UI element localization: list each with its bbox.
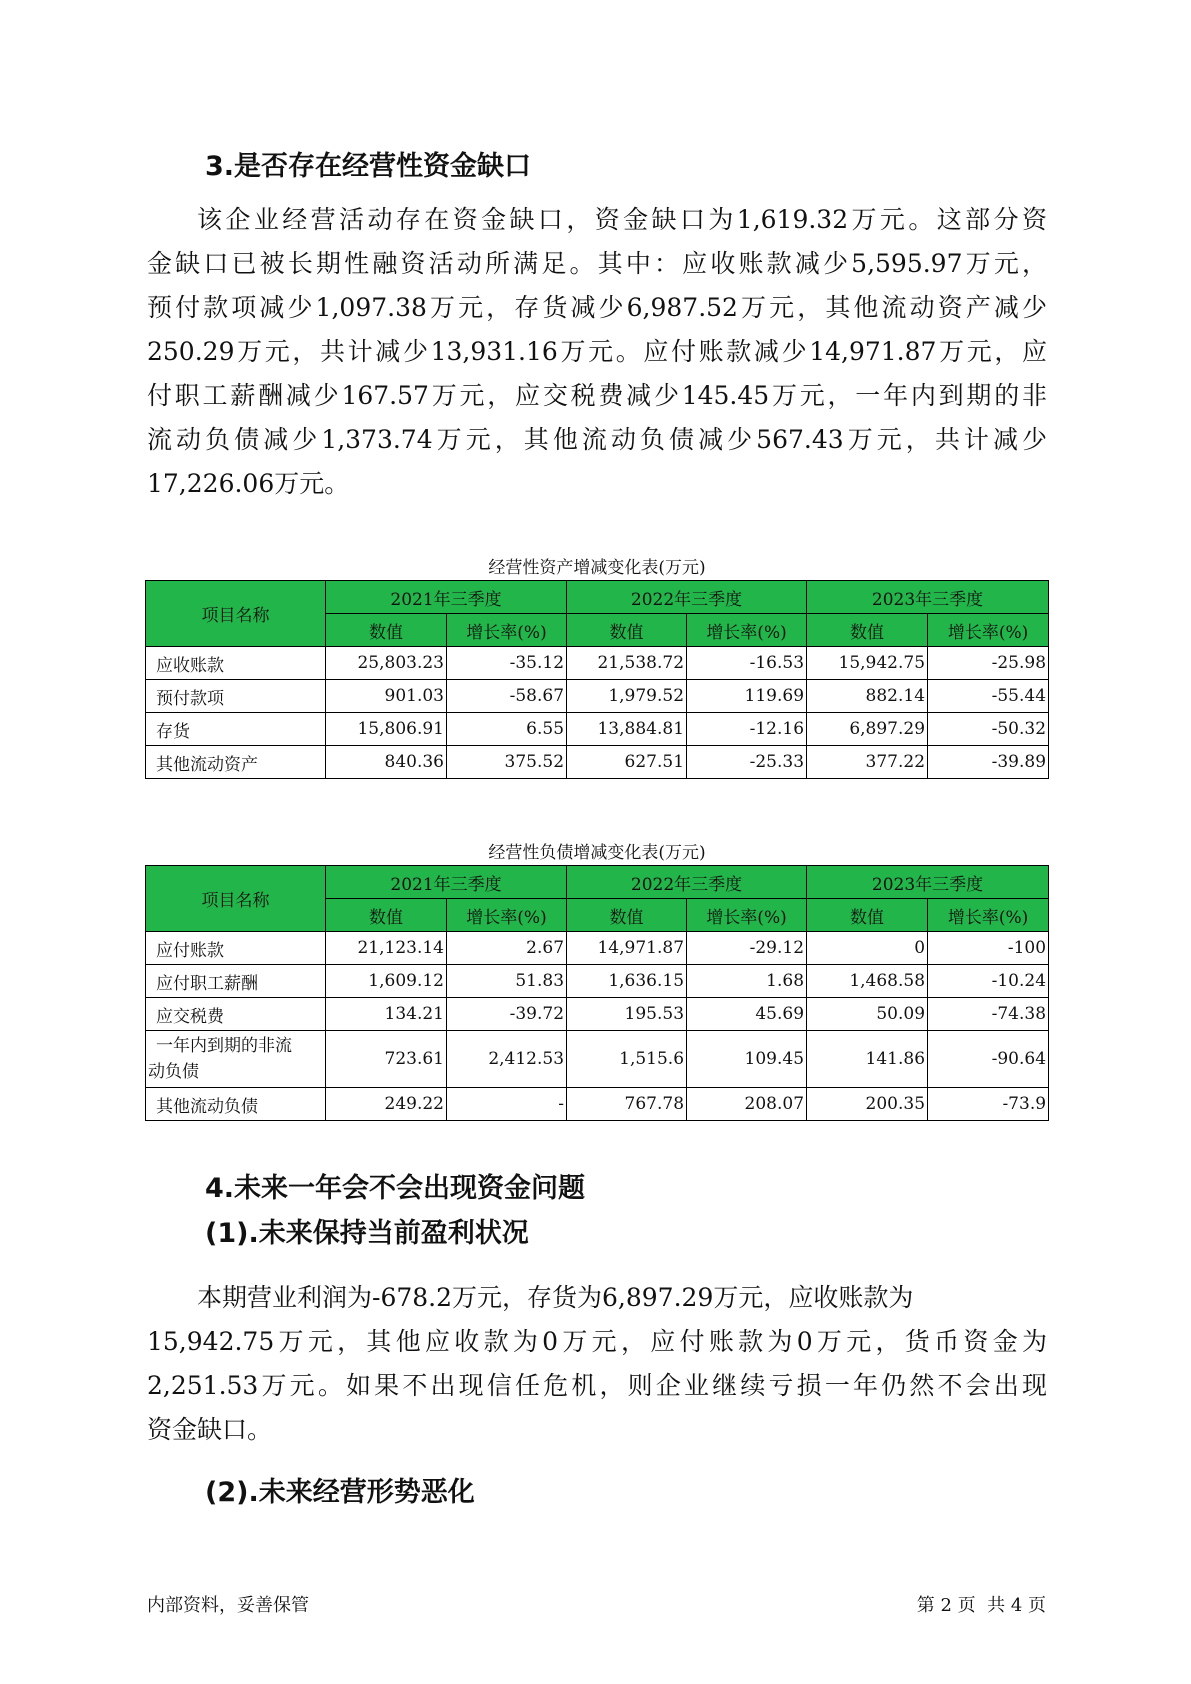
- paragraph-line: 2,251.53万元。如果不出现信任危机，则企业继续亏损一年仍然不会出现: [147, 1371, 1047, 1400]
- cell-growth: -25.98: [928, 647, 1049, 680]
- paragraph-line: 资金缺口。: [147, 1415, 273, 1444]
- paragraph-line: 预付款项减少1,097.38万元，存货减少6,987.52万元，其他流动资产减少: [147, 293, 1047, 322]
- cell-growth: -100: [928, 932, 1049, 965]
- cell-value: 6,897.29: [807, 713, 928, 746]
- cell-value: 134.21: [326, 998, 447, 1031]
- cell-growth: -90.64: [928, 1031, 1049, 1088]
- liability-change-table: [145, 865, 1049, 1121]
- cell-value: 840.36: [326, 746, 447, 779]
- cell-growth: 109.45: [687, 1031, 807, 1088]
- cell-value: 195.53: [567, 998, 687, 1031]
- cell-growth: 1.68: [687, 965, 807, 998]
- item-name-header: 项目名称: [146, 866, 326, 932]
- cell-value: 0: [807, 932, 928, 965]
- cell-value: 25,803.23: [326, 647, 447, 680]
- growth-header: 增长率(%): [447, 614, 567, 647]
- cell-value: 723.61: [326, 1031, 447, 1088]
- paragraph-line: 17,226.06万元。: [147, 469, 350, 498]
- table-row: [146, 1031, 1049, 1088]
- cell-growth: 45.69: [687, 998, 807, 1031]
- cell-value: 21,123.14: [326, 932, 447, 965]
- period-header: 2023年三季度: [807, 866, 1049, 899]
- paragraph-line: 金缺口已被长期性融资活动所满足。其中：应收账款减少5,595.97万元，: [147, 249, 1047, 278]
- subsection-2-heading: (2).未来经营形势恶化: [205, 1477, 475, 1508]
- cell-value: 141.86: [807, 1031, 928, 1088]
- cell-value: 767.78: [567, 1088, 687, 1121]
- row-name: 预付款项: [146, 680, 326, 713]
- cell-growth: -74.38: [928, 998, 1049, 1031]
- cell-growth: -55.44: [928, 680, 1049, 713]
- paragraph-line: 250.29万元，共计减少13,931.16万元。应付账款减少14,971.87万元，应: [147, 337, 1047, 366]
- footer-confidential: 内部资料，妥善保管: [147, 1595, 309, 1616]
- cell-growth: -58.67: [447, 680, 567, 713]
- table2-caption: 经营性负债增减变化表(万元): [488, 843, 706, 863]
- period-header: 2021年三季度: [326, 581, 567, 614]
- cell-growth: 51.83: [447, 965, 567, 998]
- period-header: 2022年三季度: [567, 866, 807, 899]
- cell-growth: 2.67: [447, 932, 567, 965]
- table-row: [146, 965, 1049, 998]
- paragraph-line: 该企业经营活动存在资金缺口，资金缺口为1,619.32万元。这部分资: [197, 205, 1047, 234]
- cell-growth: -39.72: [447, 998, 567, 1031]
- table-row: [146, 680, 1049, 713]
- cell-value: 1,609.12: [326, 965, 447, 998]
- period-header: 2023年三季度: [807, 581, 1049, 614]
- cell-value: 377.22: [807, 746, 928, 779]
- value-header: 数值: [326, 899, 447, 932]
- growth-header: 增长率(%): [928, 899, 1049, 932]
- cell-growth: -10.24: [928, 965, 1049, 998]
- row-name-line: 动负债: [148, 1062, 199, 1082]
- period-header: 2021年三季度: [326, 866, 567, 899]
- row-name: 应付职工薪酬: [146, 965, 326, 998]
- row-name: 应收账款: [146, 647, 326, 680]
- cell-growth: 119.69: [687, 680, 807, 713]
- value-header: 数值: [567, 899, 687, 932]
- cell-value: 15,942.75: [807, 647, 928, 680]
- item-name-header: 项目名称: [146, 581, 326, 647]
- period-header: 2022年三季度: [567, 581, 807, 614]
- row-name: 应交税费: [146, 998, 326, 1031]
- section-3-paragraph: [147, 198, 1047, 506]
- row-name: 其他流动资产: [146, 746, 326, 779]
- cell-growth: -16.53: [687, 647, 807, 680]
- cell-growth: -39.89: [928, 746, 1049, 779]
- value-header: 数值: [567, 614, 687, 647]
- cell-value: 200.35: [807, 1088, 928, 1121]
- table-row: [146, 932, 1049, 965]
- row-name: [146, 1031, 326, 1088]
- cell-value: 249.22: [326, 1088, 447, 1121]
- row-name: 存货: [146, 713, 326, 746]
- paragraph-line: 付职工薪酬减少167.57万元，应交税费减少145.45万元，一年内到期的非: [147, 381, 1047, 410]
- section-4-paragraph: [147, 1276, 1047, 1452]
- table-row: [146, 1088, 1049, 1121]
- cell-growth: -12.16: [687, 713, 807, 746]
- table1-caption: 经营性资产增减变化表(万元): [488, 558, 706, 578]
- cell-value: 627.51: [567, 746, 687, 779]
- cell-growth: -29.12: [687, 932, 807, 965]
- cell-growth: 2,412.53: [447, 1031, 567, 1088]
- paragraph-line: 15,942.75万元，其他应收款为0万元，应付账款为0万元，货币资金为: [147, 1327, 1047, 1356]
- subsection-1-heading: (1).未来保持当前盈利状况: [205, 1218, 529, 1249]
- section-3-heading: 3.是否存在经营性资金缺口: [205, 151, 532, 182]
- table-row: [146, 746, 1049, 779]
- value-header: 数值: [807, 899, 928, 932]
- row-name-line: 一年内到期的非流: [156, 1036, 292, 1056]
- cell-value: 13,884.81: [567, 713, 687, 746]
- cell-value: 1,636.15: [567, 965, 687, 998]
- value-header: 数值: [326, 614, 447, 647]
- cell-value: 21,538.72: [567, 647, 687, 680]
- row-name: 其他流动负债: [146, 1088, 326, 1121]
- paragraph-line: 流动负债减少1,373.74万元，其他流动负债减少567.43万元，共计减少: [147, 425, 1047, 454]
- cell-growth: 375.52: [447, 746, 567, 779]
- cell-value: 15,806.91: [326, 713, 447, 746]
- cell-growth: 6.55: [447, 713, 567, 746]
- asset-change-table: [145, 580, 1049, 779]
- cell-value: 1,515.6: [567, 1031, 687, 1088]
- value-header: 数值: [807, 614, 928, 647]
- table-row: [146, 713, 1049, 746]
- growth-header: 增长率(%): [928, 614, 1049, 647]
- cell-growth: 208.07: [687, 1088, 807, 1121]
- growth-header: 增长率(%): [687, 899, 807, 932]
- cell-growth: -50.32: [928, 713, 1049, 746]
- growth-header: 增长率(%): [687, 614, 807, 647]
- table-row: [146, 998, 1049, 1031]
- cell-growth: -35.12: [447, 647, 567, 680]
- cell-value: 901.03: [326, 680, 447, 713]
- cell-value: 1,468.58: [807, 965, 928, 998]
- section-4-heading: 4.未来一年会不会出现资金问题: [205, 1173, 586, 1204]
- cell-value: 1,979.52: [567, 680, 687, 713]
- cell-growth: -: [447, 1088, 567, 1121]
- footer-page-number: 第 2 页 共 4 页: [916, 1595, 1046, 1616]
- cell-value: 882.14: [807, 680, 928, 713]
- cell-growth: -73.9: [928, 1088, 1049, 1121]
- table-row: [146, 647, 1049, 680]
- growth-header: 增长率(%): [447, 899, 567, 932]
- row-name: 应付账款: [146, 932, 326, 965]
- cell-value: 50.09: [807, 998, 928, 1031]
- cell-value: 14,971.87: [567, 932, 687, 965]
- paragraph-line: 本期营业利润为-678.2万元，存货为6,897.29万元，应收账款为: [197, 1283, 914, 1312]
- cell-growth: -25.33: [687, 746, 807, 779]
